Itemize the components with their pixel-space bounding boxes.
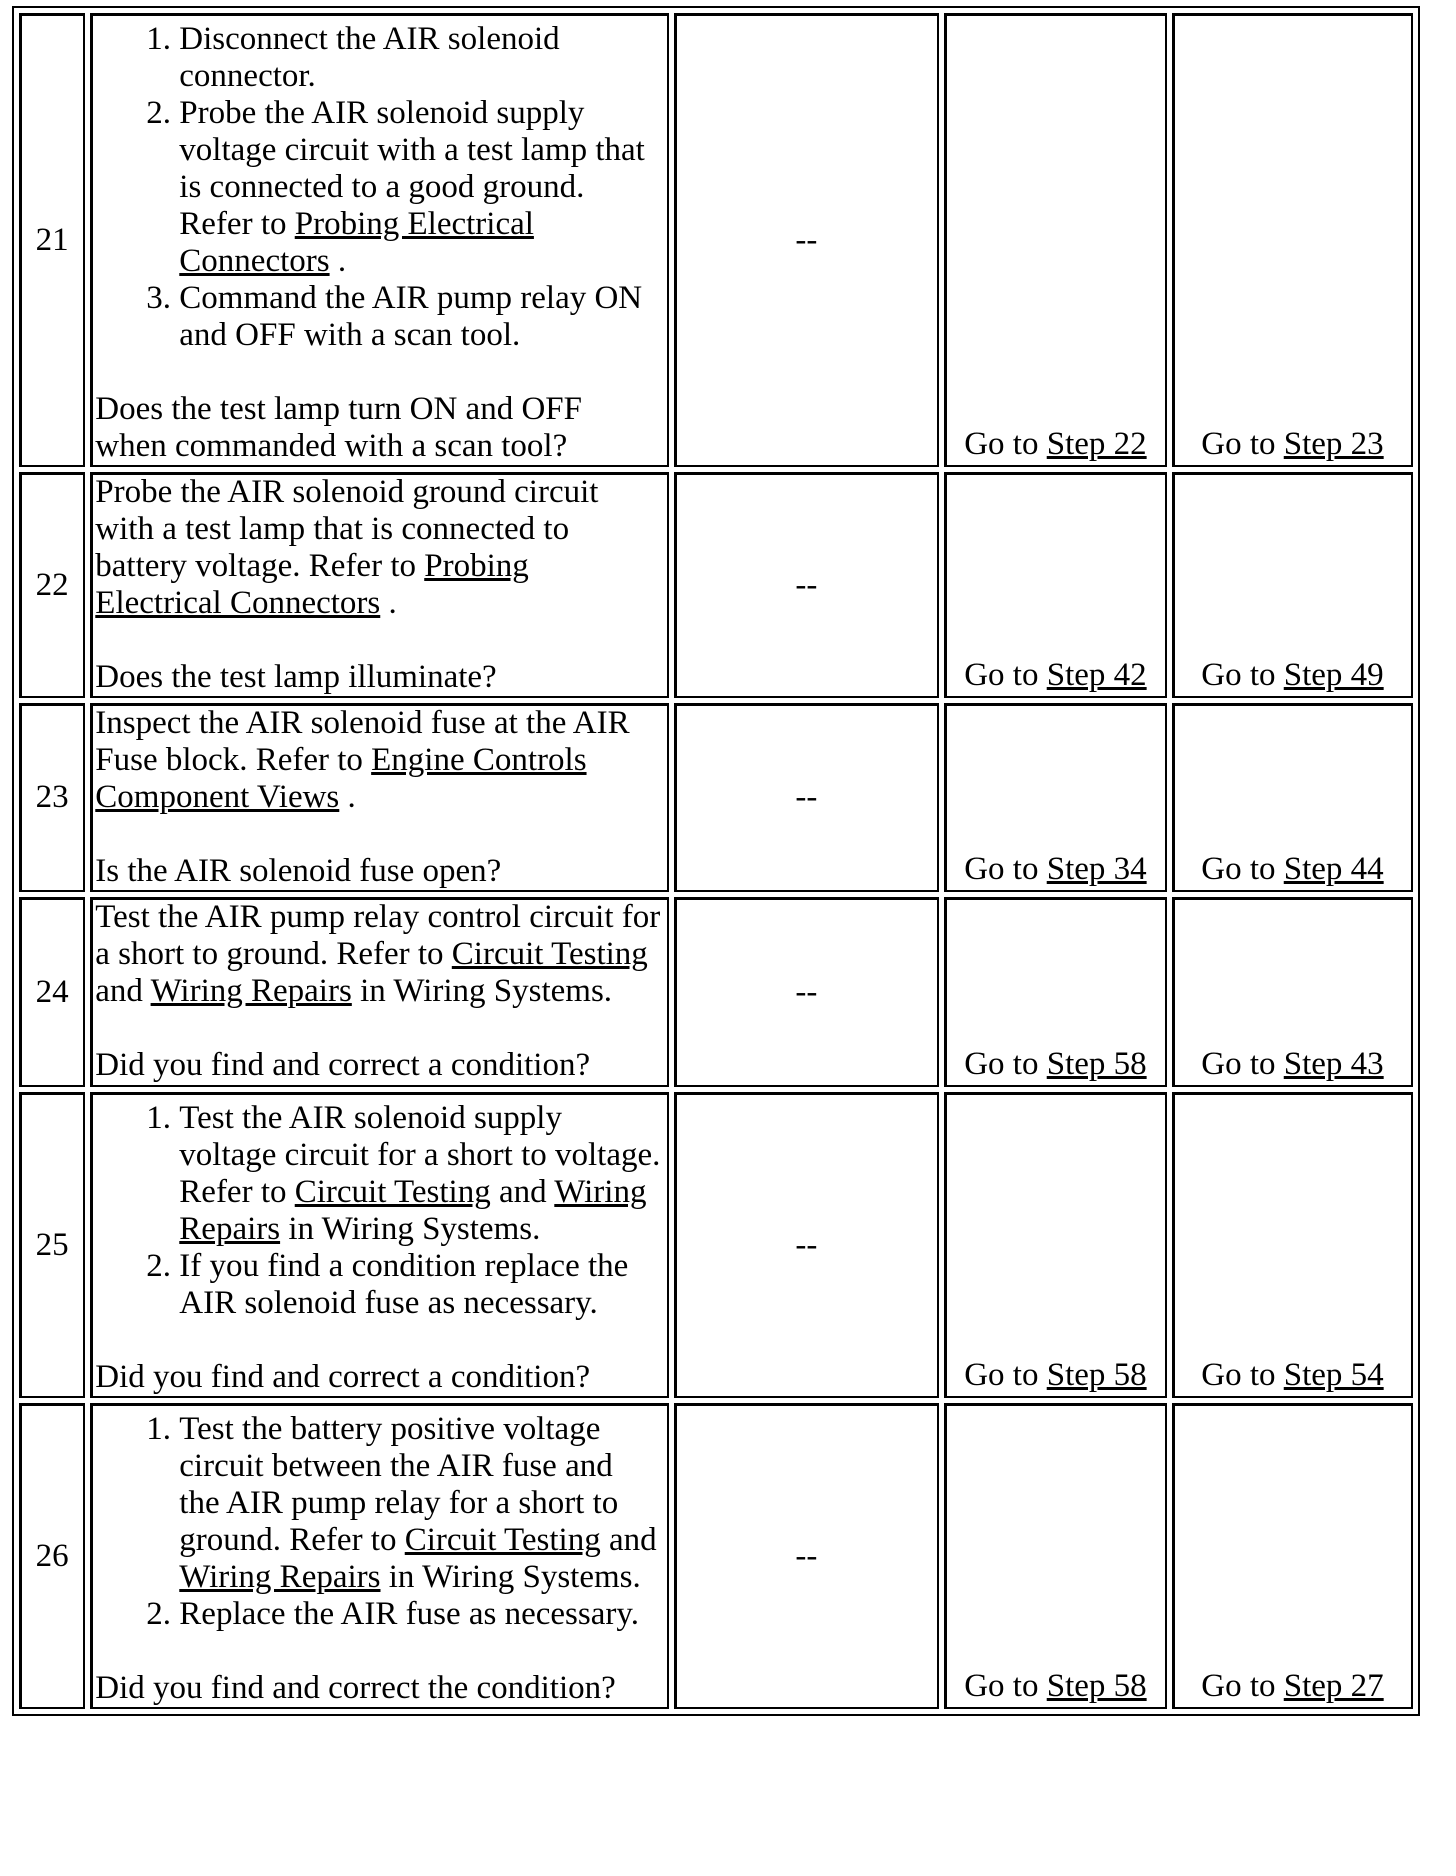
item-text: Test the battery positive voltage circuit between the AIR fuse and the AIR pump relay for a short to ground. Refer to: [179, 1411, 619, 1558]
value-cell: --: [674, 13, 939, 467]
no-cell: [1172, 1403, 1413, 1709]
table-row: [19, 472, 1413, 698]
yes-cell: [944, 1092, 1167, 1398]
link-probing-electrical-connectors[interactable]: Probing Electrical Connectors: [95, 548, 529, 621]
link-step-yes[interactable]: Step 42: [1046, 657, 1147, 693]
table-row: [19, 1403, 1413, 1709]
goto-prefix: Go to: [964, 657, 1047, 693]
no-cell: [1172, 13, 1413, 467]
goto-prefix: Go to: [1201, 1357, 1284, 1393]
goto-prefix: Go to: [964, 851, 1047, 887]
link-step-no[interactable]: Step 23: [1283, 426, 1384, 462]
link-circuit-testing[interactable]: Circuit Testing: [294, 1174, 491, 1210]
goto-prefix: Go to: [1201, 851, 1284, 887]
goto-prefix: Go to: [1201, 1668, 1284, 1704]
no-cell: [1172, 472, 1413, 698]
item-text: Probe the AIR solenoid supply voltage circuit with a test lamp that is connected to a good ground. Refer to: [179, 95, 645, 242]
value-cell: --: [674, 897, 939, 1087]
para-text: .: [380, 585, 397, 621]
goto-prefix: Go to: [964, 1357, 1047, 1393]
list-item: 2. Replace the AIR fuse as necessary.: [179, 1596, 661, 1633]
no-cell: [1172, 897, 1413, 1087]
para-text: in Wiring Systems.: [351, 973, 613, 1009]
goto-prefix: Go to: [964, 1668, 1047, 1704]
para-text: .: [339, 779, 356, 815]
question-text: Did you find and correct the condition?: [95, 1670, 616, 1706]
link-step-yes[interactable]: Step 58: [1046, 1046, 1147, 1082]
link-step-no[interactable]: Step 49: [1283, 657, 1384, 693]
link-wiring-repairs[interactable]: Wiring Repairs: [179, 1174, 647, 1247]
para-text: Inspect the AIR solenoid fuse at the AIR Fuse block. Refer to: [95, 705, 630, 778]
list-item: 2. If you find a condition replace the AIR solenoid fuse as necessary.: [179, 1248, 661, 1322]
question-text: Did you find and correct a condition?: [95, 1047, 591, 1083]
link-step-yes[interactable]: Step 34: [1046, 851, 1147, 887]
action-cell: [90, 703, 669, 892]
yes-cell: [944, 472, 1167, 698]
value-cell: --: [674, 1092, 939, 1398]
link-step-no[interactable]: Step 44: [1283, 851, 1384, 887]
link-circuit-testing[interactable]: Circuit Testing: [451, 936, 648, 972]
action-cell: [90, 472, 669, 698]
yes-cell: [944, 1403, 1167, 1709]
goto-prefix: Go to: [964, 1046, 1047, 1082]
table-row: [19, 897, 1413, 1087]
step-number: 26: [19, 1403, 85, 1709]
list-item: 3. Command the AIR pump relay ON and OFF with a scan tool.: [179, 280, 661, 354]
action-cell: [90, 1403, 669, 1709]
item-text: .: [329, 243, 347, 279]
action-paragraph: [95, 705, 661, 816]
action-cell: [90, 897, 669, 1087]
goto-prefix: Go to: [964, 426, 1047, 462]
item-text: in Wiring Systems.: [280, 1211, 541, 1247]
step-number: 25: [19, 1092, 85, 1398]
action-list: [95, 1100, 661, 1322]
link-probing-electrical-connectors[interactable]: Probing Electrical Connectors: [179, 206, 534, 279]
link-step-no[interactable]: Step 54: [1283, 1357, 1384, 1393]
link-wiring-repairs[interactable]: Wiring Repairs: [179, 1559, 381, 1595]
action-list: [95, 21, 661, 354]
value-cell: --: [674, 1403, 939, 1709]
goto-prefix: Go to: [1201, 657, 1284, 693]
link-step-no[interactable]: Step 27: [1283, 1668, 1384, 1704]
link-wiring-repairs[interactable]: Wiring Repairs: [150, 973, 352, 1009]
step-number: 24: [19, 897, 85, 1087]
step-number: 22: [19, 472, 85, 698]
action-list: [95, 1411, 661, 1633]
action-cell: [90, 1092, 669, 1398]
table-row: [19, 13, 1413, 467]
para-text: and: [95, 973, 151, 1009]
action-cell: [90, 13, 669, 467]
table-row: [19, 703, 1413, 892]
action-paragraph: [95, 899, 661, 1010]
value-cell: --: [674, 472, 939, 698]
list-item: [179, 1411, 661, 1596]
goto-prefix: Go to: [1201, 426, 1284, 462]
yes-cell: [944, 13, 1167, 467]
diagnostic-steps-table: [12, 6, 1420, 1716]
table-row: [19, 1092, 1413, 1398]
question-text: Does the test lamp illuminate?: [95, 659, 497, 695]
para-text: Test the AIR pump relay control circuit for a short to ground. Refer to: [95, 899, 661, 972]
link-circuit-testing[interactable]: Circuit Testing: [404, 1522, 601, 1558]
list-item: 1. Disconnect the AIR solenoid connector.: [179, 21, 661, 95]
link-step-no[interactable]: Step 43: [1283, 1046, 1384, 1082]
list-item: [179, 1100, 661, 1248]
yes-cell: [944, 897, 1167, 1087]
value-cell: --: [674, 703, 939, 892]
item-text: Test the AIR solenoid supply voltage circuit for a short to voltage. Refer to: [179, 1100, 661, 1210]
step-number: 21: [19, 13, 85, 467]
action-paragraph: [95, 474, 661, 622]
step-number: 23: [19, 703, 85, 892]
link-step-yes[interactable]: Step 58: [1046, 1357, 1147, 1393]
no-cell: [1172, 1092, 1413, 1398]
goto-prefix: Go to: [1201, 1046, 1284, 1082]
question-text: Does the test lamp turn ON and OFF when commanded with a scan tool?: [95, 391, 582, 464]
para-text: Probe the AIR solenoid ground circuit with a test lamp that is connected to battery voltage. Refer to: [95, 474, 599, 584]
yes-cell: [944, 703, 1167, 892]
question-text: Is the AIR solenoid fuse open?: [95, 853, 502, 889]
list-item: [179, 95, 661, 280]
link-step-yes[interactable]: Step 58: [1046, 1668, 1147, 1704]
diagnostic-table-page: [12, 6, 1420, 1716]
link-step-yes[interactable]: Step 22: [1046, 426, 1147, 462]
item-text: and: [490, 1174, 555, 1210]
question-text: Did you find and correct a condition?: [95, 1359, 591, 1395]
no-cell: [1172, 703, 1413, 892]
item-text: and: [600, 1522, 657, 1558]
link-engine-controls-component-views[interactable]: Engine Controls Component Views: [95, 742, 587, 815]
item-text: in Wiring Systems.: [380, 1559, 641, 1595]
